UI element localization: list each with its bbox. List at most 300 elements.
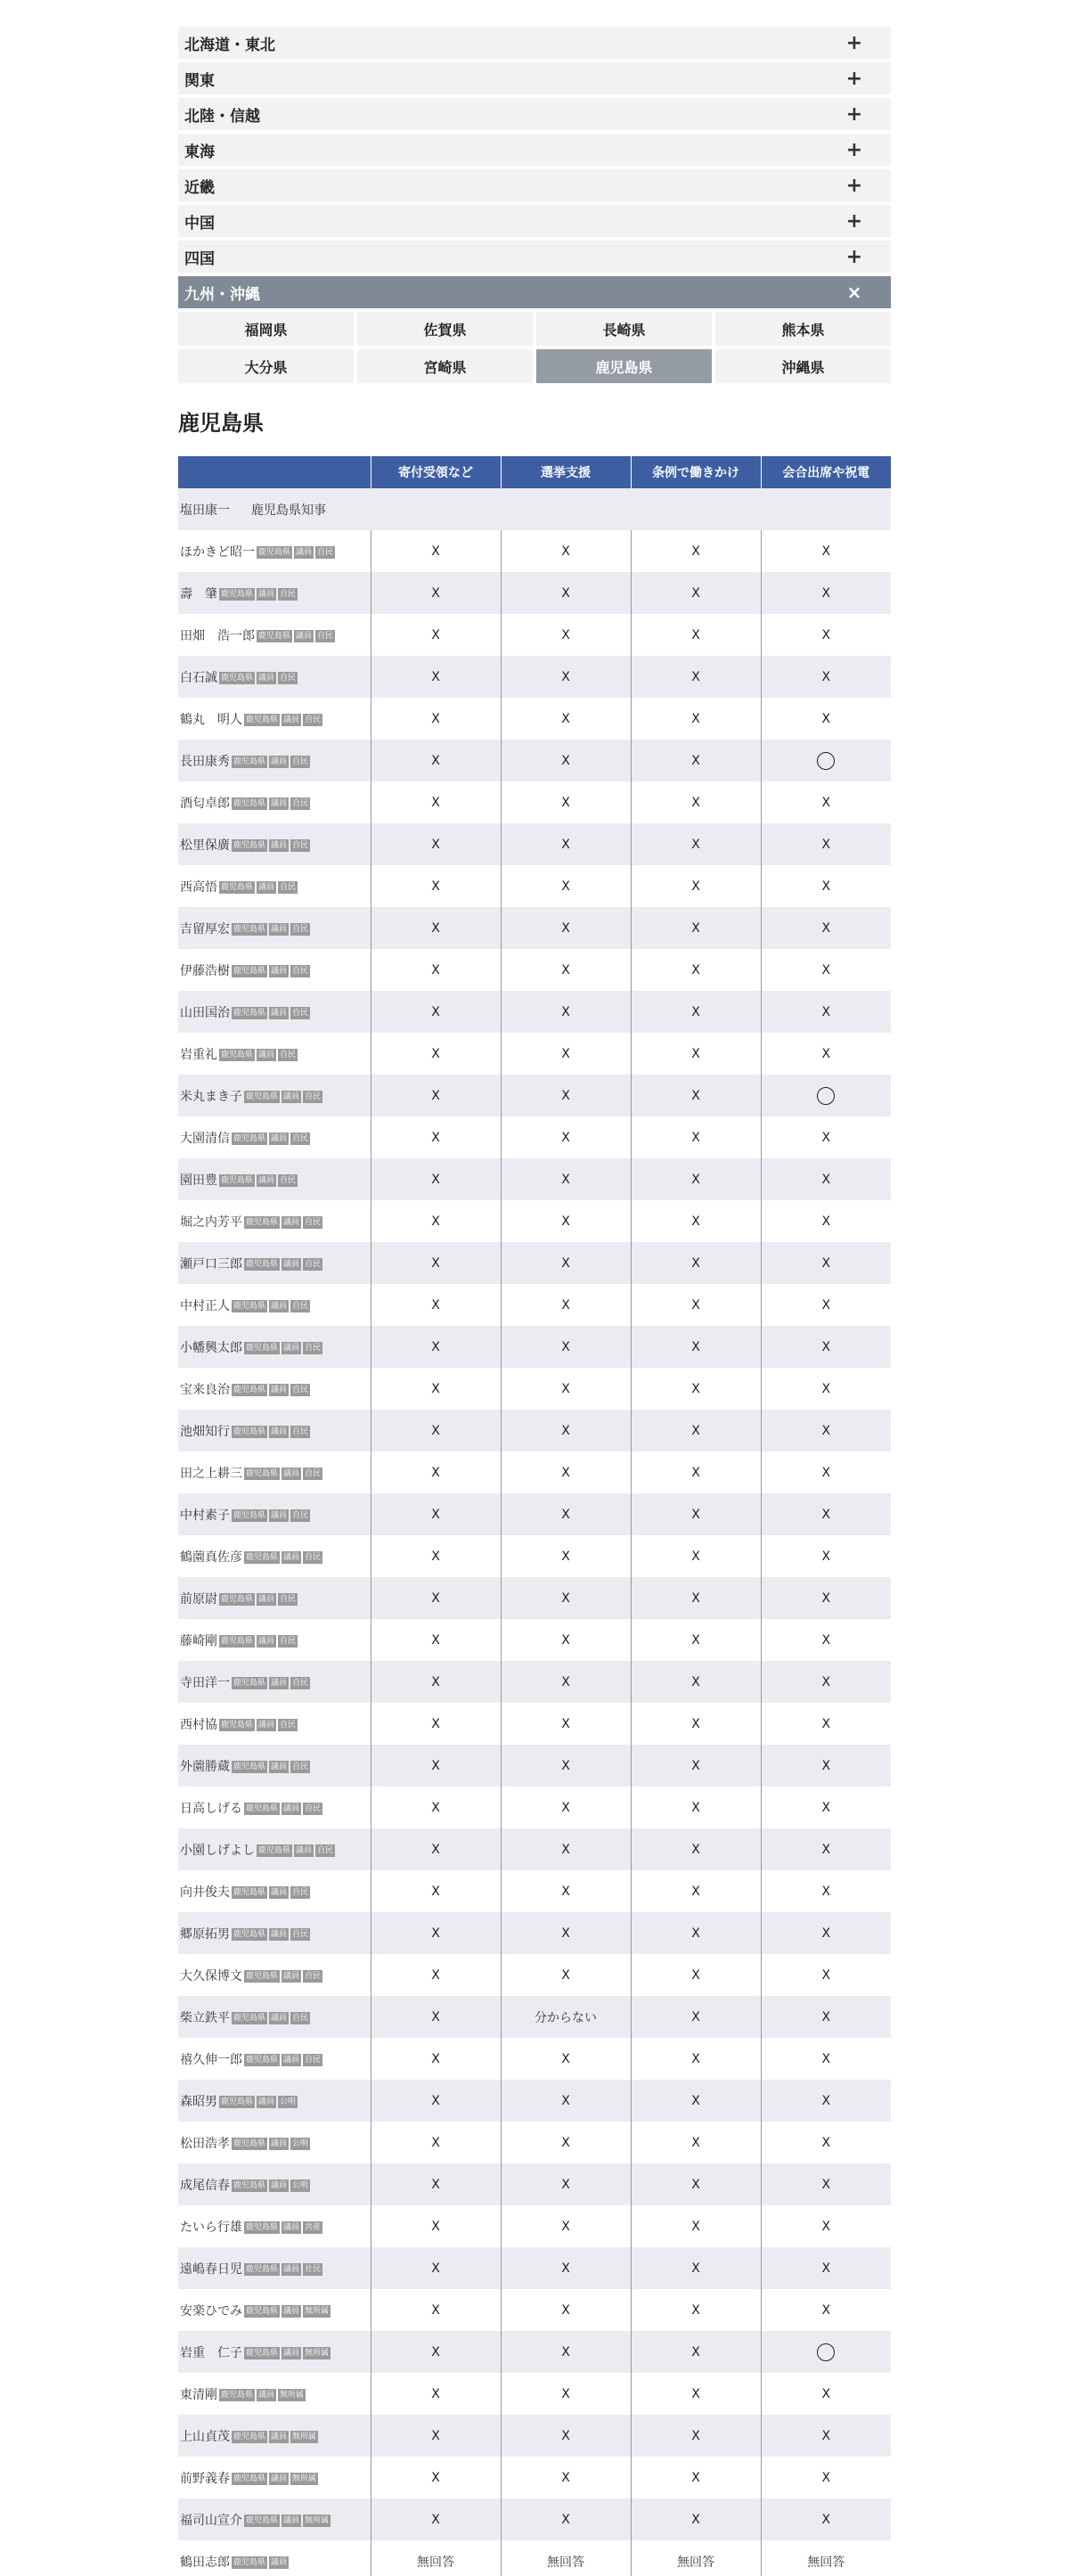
member-cell: [178, 1410, 371, 1452]
response-cell: [501, 2498, 631, 2540]
member-tag: 鹿児島県: [233, 1385, 266, 1394]
response-cell: [631, 1242, 761, 1284]
member-name[interactable]: 鶴薗真佐彦: [180, 1550, 242, 1565]
member-cell: [178, 740, 371, 781]
response-cell: [761, 865, 891, 907]
member-tag: 自民: [292, 1301, 309, 1311]
prefecture-button[interactable]: 大分県: [178, 349, 354, 383]
response-value: X: [821, 2177, 831, 2192]
response-cell: [501, 1535, 631, 1577]
response-value: X: [431, 1549, 440, 1564]
member-name[interactable]: 岩重礼: [180, 1047, 217, 1062]
response-cell: [761, 2540, 891, 2576]
response-value: X: [561, 2512, 570, 2527]
response-cell: [371, 2247, 501, 2289]
page-content: [178, 27, 891, 2576]
response-cell: [761, 991, 891, 1033]
response-value: X: [691, 1172, 700, 1187]
expand-icon[interactable]: +: [845, 102, 863, 126]
response-value: X: [691, 2302, 700, 2318]
response-cell: [761, 1033, 891, 1075]
response-cell: [371, 2540, 501, 2576]
table-row: [178, 949, 891, 991]
response-cell: [761, 2122, 891, 2163]
region-label: 関東: [184, 71, 215, 90]
response-cell: [371, 991, 501, 1033]
response-cell: [501, 2122, 631, 2163]
member-name[interactable]: 伊藤浩樹: [180, 963, 230, 978]
member-cell: [178, 1116, 371, 1158]
response-cell: [371, 1200, 501, 1242]
response-cell: [371, 2498, 501, 2540]
member-tag: 議員: [283, 2306, 300, 2316]
member-cell: [178, 1326, 371, 1368]
member-tag: 鹿児島県: [246, 2222, 279, 2232]
response-value: X: [561, 1004, 570, 1019]
table-row: [178, 2457, 891, 2498]
response-cell: [631, 2331, 761, 2373]
member-tag: 議員: [258, 1175, 275, 1185]
member-tag: 鹿児島県: [233, 2432, 266, 2441]
response-value: X: [431, 1716, 440, 1731]
response-value: X: [561, 753, 570, 768]
response-cell: [501, 2038, 631, 2080]
response-value: X: [691, 879, 700, 894]
member-name[interactable]: 福司山宣介: [180, 2513, 242, 2528]
response-value: X: [691, 1842, 700, 1857]
response-value: X: [431, 1423, 440, 1438]
member-tag: 鹿児島県: [246, 715, 279, 724]
member-name[interactable]: 前野義春: [180, 2471, 230, 2486]
response-value: X: [821, 2428, 831, 2443]
region-label: 四国: [184, 249, 215, 268]
member-tag: 議員: [271, 1887, 288, 1897]
region-label: 北陸・信越: [184, 107, 260, 126]
member-name[interactable]: 松里保廣: [180, 838, 230, 853]
member-tag: 自民: [305, 1092, 322, 1101]
response-value: X: [431, 962, 440, 977]
member-name[interactable]: 日高しげる: [180, 1801, 242, 1816]
response-value: X: [821, 2512, 831, 2527]
member-name[interactable]: 寺田洋一: [180, 1675, 230, 1690]
member-tag: 自民: [305, 1552, 322, 1562]
member-name[interactable]: 松田浩孝: [180, 2136, 230, 2151]
member-tag: 鹿児島県: [246, 2515, 279, 2525]
prefecture-button[interactable]: 宮崎県: [357, 349, 533, 383]
member-cell: [178, 865, 371, 907]
member-tag: 自民: [305, 715, 322, 724]
member-cell: [178, 1452, 371, 1493]
response-cell: [631, 656, 761, 698]
member-cell: [178, 2415, 371, 2457]
response-cell: [631, 2415, 761, 2457]
member-name[interactable]: 園田豊: [180, 1173, 217, 1188]
response-cell: [761, 1745, 891, 1787]
prefecture-button[interactable]: 佐賀県: [357, 312, 533, 346]
region-item[interactable]: [178, 169, 891, 201]
member-tag: 鹿児島県: [233, 1510, 266, 1520]
table-body: [178, 488, 891, 2576]
region-item[interactable]: [178, 134, 891, 166]
response-cell: [631, 1200, 761, 1242]
member-tag: 公明: [280, 2097, 297, 2106]
response-cell: [501, 656, 631, 698]
member-name[interactable]: 小園しげよし: [180, 1843, 255, 1858]
table-row: [178, 2163, 891, 2205]
response-value: X: [561, 2428, 570, 2443]
region-item[interactable]: [178, 27, 891, 59]
response-value: X: [431, 2009, 440, 2024]
response-value: X: [561, 1549, 570, 1564]
response-value: X: [431, 1674, 440, 1689]
response-cell: [631, 572, 761, 614]
response-cell: [501, 1996, 631, 2038]
member-name[interactable]: 外薗勝蔵: [180, 1759, 230, 1774]
member-tag: 鹿児島県: [233, 966, 266, 976]
response-cell: [631, 2163, 761, 2205]
response-cell: [501, 1326, 631, 1368]
member-tag: 自民: [280, 1175, 297, 1185]
member-name[interactable]: 大園清信: [180, 1131, 230, 1146]
expand-icon[interactable]: +: [845, 67, 863, 90]
member-name[interactable]: 大久保博文: [180, 1968, 242, 1983]
response-value: X: [561, 585, 570, 601]
member-name[interactable]: 吉留厚宏: [180, 921, 230, 936]
response-value: X: [821, 2051, 831, 2066]
response-cell: [631, 530, 761, 572]
member-tag: 鹿児島県: [246, 1552, 279, 1562]
member-name[interactable]: 長田康秀: [180, 754, 230, 769]
response-cell: [761, 1535, 891, 1577]
response-value: X: [821, 1758, 831, 1773]
member-name[interactable]: 西村協: [180, 1717, 217, 1732]
member-tag: 議員: [283, 1803, 300, 1813]
response-value: X: [821, 1214, 831, 1229]
member-tag: 自民: [317, 1845, 334, 1855]
region-label: 近畿: [184, 178, 215, 197]
member-tag: 自民: [292, 1510, 309, 1520]
response-value: X: [821, 879, 831, 894]
response-cell: [501, 823, 631, 865]
member-tag: 自民: [292, 798, 309, 808]
member-tag: 議員: [271, 2013, 288, 2023]
region-accordion: [178, 27, 891, 308]
member-name[interactable]: 山田国治: [180, 1005, 230, 1020]
response-cell: [631, 2498, 761, 2540]
response-value: 無回答: [807, 2555, 845, 2570]
region-item[interactable]: [178, 98, 891, 130]
member-name[interactable]: 池畑知行: [180, 1424, 230, 1439]
member-tag: 鹿児島県: [221, 589, 254, 599]
response-cell: [371, 1284, 501, 1326]
member-tag: 議員: [283, 2264, 300, 2274]
member-name[interactable]: 小幡興太郎: [180, 1340, 242, 1355]
response-value: X: [821, 1549, 831, 1564]
response-cell: [761, 2457, 891, 2498]
member-tag: 自民: [292, 1008, 309, 1018]
response-value: X: [821, 1297, 831, 1313]
member-tag: 自民: [292, 2013, 309, 2023]
response-cell: [761, 2038, 891, 2080]
response-cell: [501, 1410, 631, 1452]
response-value: X: [431, 2302, 440, 2318]
response-value: X: [821, 1465, 831, 1480]
member-tag: 自民: [305, 2055, 322, 2065]
member-cell: [178, 2205, 371, 2247]
member-name[interactable]: 遠嶋春日児: [180, 2261, 242, 2277]
member-name[interactable]: 東清剛: [180, 2387, 217, 2402]
response-cell: [761, 1326, 891, 1368]
member-name[interactable]: 中村素子: [180, 1508, 230, 1523]
member-cell: [178, 1954, 371, 1996]
response-value: X: [431, 2344, 440, 2359]
member-name[interactable]: 鶴田志郎: [180, 2555, 230, 2570]
member-tag: 鹿児島県: [221, 1636, 254, 1646]
response-cell: [631, 1493, 761, 1535]
response-cell: [761, 698, 891, 740]
prefecture-button[interactable]: 鹿児島県: [536, 349, 712, 383]
member-tag: 自民: [292, 1385, 309, 1394]
response-cell: [761, 1116, 891, 1158]
member-tag: 議員: [258, 673, 275, 683]
member-tag: 公明: [292, 2180, 309, 2190]
member-name[interactable]: 禧久伸一郎: [180, 2052, 242, 2067]
expand-icon[interactable]: +: [845, 174, 863, 197]
table-row: [178, 2038, 891, 2080]
response-value: X: [431, 627, 440, 642]
member-name[interactable]: 柴立鉄平: [180, 2010, 230, 2025]
member-name[interactable]: 成尾信春: [180, 2178, 230, 2193]
member-tag: 議員: [283, 1217, 300, 1227]
member-tag: 鹿児島県: [246, 2348, 279, 2358]
response-value: X: [561, 1632, 570, 1648]
member-cell: [178, 614, 371, 656]
prefecture-button[interactable]: 福岡県: [178, 312, 354, 346]
member-tag: 議員: [271, 798, 288, 808]
response-value: X: [691, 837, 700, 852]
member-tag: 議員: [271, 2138, 288, 2148]
response-cell: [501, 1703, 631, 1745]
member-name[interactable]: 鶴丸 明人: [180, 712, 242, 727]
response-value: X: [431, 1926, 440, 1941]
response-value: X: [821, 1172, 831, 1187]
table-row: [178, 1745, 891, 1787]
member-name[interactable]: 前原尉: [180, 1591, 217, 1607]
member-tag: 議員: [271, 1301, 288, 1311]
region-item[interactable]: [178, 276, 891, 308]
member-tag: 議員: [283, 2055, 300, 2065]
response-value: X: [691, 1884, 700, 1899]
member-name[interactable]: ほかきど昭一: [180, 544, 255, 560]
response-cell: [371, 1158, 501, 1200]
region-item[interactable]: [178, 62, 891, 94]
member-name[interactable]: 藤崎剛: [180, 1633, 217, 1648]
table-row: [178, 1577, 891, 1619]
region-item[interactable]: [178, 241, 891, 273]
member-name[interactable]: 上山貞茂: [180, 2429, 230, 2444]
response-cell: [761, 781, 891, 823]
response-cell: [631, 823, 761, 865]
expand-icon[interactable]: +: [845, 31, 863, 54]
member-name[interactable]: 安楽ひでみ: [180, 2303, 242, 2318]
table-row: [178, 2415, 891, 2457]
member-tag: 議員: [271, 1427, 288, 1436]
member-tag: 議員: [258, 2390, 275, 2400]
member-tag: 鹿児島県: [233, 840, 266, 850]
response-value: X: [431, 2177, 440, 2192]
table-row: [178, 2498, 891, 2540]
member-name[interactable]: 田之上耕三: [180, 1466, 242, 1481]
response-cell: [371, 1452, 501, 1493]
member-tag: 議員: [258, 2097, 275, 2106]
table-row: [178, 2373, 891, 2415]
response-value: X: [561, 2261, 570, 2276]
response-cell: [761, 2080, 891, 2122]
response-cell: [631, 1619, 761, 1661]
member-name[interactable]: 壽 肇: [180, 586, 217, 601]
response-cell: [501, 2289, 631, 2331]
member-cell: [178, 1075, 371, 1116]
member-tag: 自民: [280, 589, 297, 599]
member-name[interactable]: 宝来良治: [180, 1382, 230, 1397]
response-value: X: [431, 2261, 440, 2276]
member-tag: 議員: [283, 1343, 300, 1353]
member-cell: [178, 1033, 371, 1075]
table-row: [178, 530, 891, 572]
member-name[interactable]: 瀬戸口三郎: [180, 1256, 242, 1272]
section-title: 鹿児島県: [178, 411, 264, 436]
response-cell: [761, 2289, 891, 2331]
member-cell: [178, 698, 371, 740]
response-value: X: [821, 1046, 831, 1061]
response-cell: [371, 2457, 501, 2498]
response-cell: [631, 1661, 761, 1703]
response-value: X: [821, 1507, 831, 1522]
response-cell: [371, 865, 501, 907]
table-row: [178, 1200, 891, 1242]
member-tag: 自民: [292, 1887, 309, 1897]
member-tag: 鹿児島県: [233, 798, 266, 808]
response-value: X: [431, 879, 440, 894]
response-value: 無回答: [547, 2555, 584, 2570]
governor-cell: [178, 488, 891, 530]
response-value: X: [561, 1800, 570, 1815]
response-value: X: [431, 711, 440, 726]
response-value: X: [561, 1465, 570, 1480]
response-cell: [761, 1368, 891, 1410]
prefecture-button[interactable]: 長崎県: [536, 312, 712, 346]
response-cell: [631, 614, 761, 656]
response-cell: [631, 2457, 761, 2498]
table-row: [178, 1787, 891, 1828]
response-cell: [631, 2540, 761, 2576]
member-name[interactable]: 岩重 仁子: [180, 2345, 242, 2360]
response-cell: [761, 1410, 891, 1452]
response-value: X: [821, 1926, 831, 1941]
response-cell: [761, 1954, 891, 1996]
response-cell: [631, 1787, 761, 1828]
table-row: [178, 1158, 891, 1200]
member-tag: 鹿児島県: [221, 1175, 254, 1185]
member-name[interactable]: 米丸まき子: [180, 1089, 242, 1104]
response-value: X: [691, 1632, 700, 1648]
response-value: X: [561, 2051, 570, 2066]
column-header: 選挙支援: [501, 456, 631, 488]
response-cell: [761, 1284, 891, 1326]
response-value: X: [691, 1255, 700, 1271]
member-cell: [178, 1828, 371, 1870]
expand-icon[interactable]: +: [845, 138, 863, 161]
response-value: X: [431, 1591, 440, 1606]
response-cell: [761, 1242, 891, 1284]
response-cell: [371, 2331, 501, 2373]
member-cell: [178, 1661, 371, 1703]
response-value: X: [431, 1255, 440, 1271]
member-cell: [178, 2498, 371, 2540]
member-tag: 鹿児島県: [246, 2306, 279, 2316]
response-value: X: [821, 1800, 831, 1815]
response-value: X: [431, 1381, 440, 1396]
member-name[interactable]: 田畑 浩一郎: [180, 628, 255, 643]
column-header: 寄付受領など: [371, 456, 501, 488]
member-name[interactable]: 堀之内芳平: [180, 1214, 242, 1230]
member-name[interactable]: 白石誠: [180, 670, 217, 685]
response-cell: [631, 1996, 761, 2038]
expand-icon[interactable]: +: [845, 245, 863, 268]
response-cell: [501, 1745, 631, 1787]
response-cell: [761, 2205, 891, 2247]
response-cell: [631, 907, 761, 949]
response-value: X: [431, 2051, 440, 2066]
member-name[interactable]: 酒匂卓郎: [180, 796, 230, 811]
response-value: X: [821, 2470, 831, 2485]
response-cell: [761, 1703, 891, 1745]
prefecture-button[interactable]: 沖縄県: [715, 349, 891, 383]
response-cell: [501, 2415, 631, 2457]
expand-icon[interactable]: +: [845, 209, 863, 233]
table-row: [178, 1242, 891, 1284]
response-value: X: [821, 2219, 831, 2234]
table-row: [178, 740, 891, 781]
member-name[interactable]: 森昭男: [180, 2094, 217, 2109]
collapse-icon[interactable]: ×: [846, 282, 862, 303]
response-cell: [631, 2122, 761, 2163]
response-cell: [501, 2373, 631, 2415]
response-value: X: [561, 1130, 570, 1145]
member-name[interactable]: たいら行雄: [180, 2220, 242, 2235]
member-tag: 議員: [283, 2348, 300, 2358]
member-name[interactable]: 中村正人: [180, 1298, 230, 1313]
member-name[interactable]: 向井俊夫: [180, 1885, 230, 1900]
response-value: X: [561, 669, 570, 684]
response-cell: [761, 1912, 891, 1954]
response-value: X: [821, 2009, 831, 2024]
response-value: X: [691, 2093, 700, 2108]
response-cell: [631, 781, 761, 823]
response-cell: [371, 1577, 501, 1619]
member-name[interactable]: 西高悟: [180, 879, 217, 895]
member-name[interactable]: 郷原拓男: [180, 1926, 230, 1942]
response-value: X: [821, 627, 831, 642]
response-value: X: [691, 1674, 700, 1689]
response-cell: [371, 1116, 501, 1158]
response-value: X: [821, 2302, 831, 2318]
response-value: X: [821, 585, 831, 601]
response-value: X: [431, 1297, 440, 1313]
region-item[interactable]: [178, 205, 891, 237]
member-cell: [178, 2331, 371, 2373]
prefecture-button[interactable]: 熊本県: [715, 312, 891, 346]
